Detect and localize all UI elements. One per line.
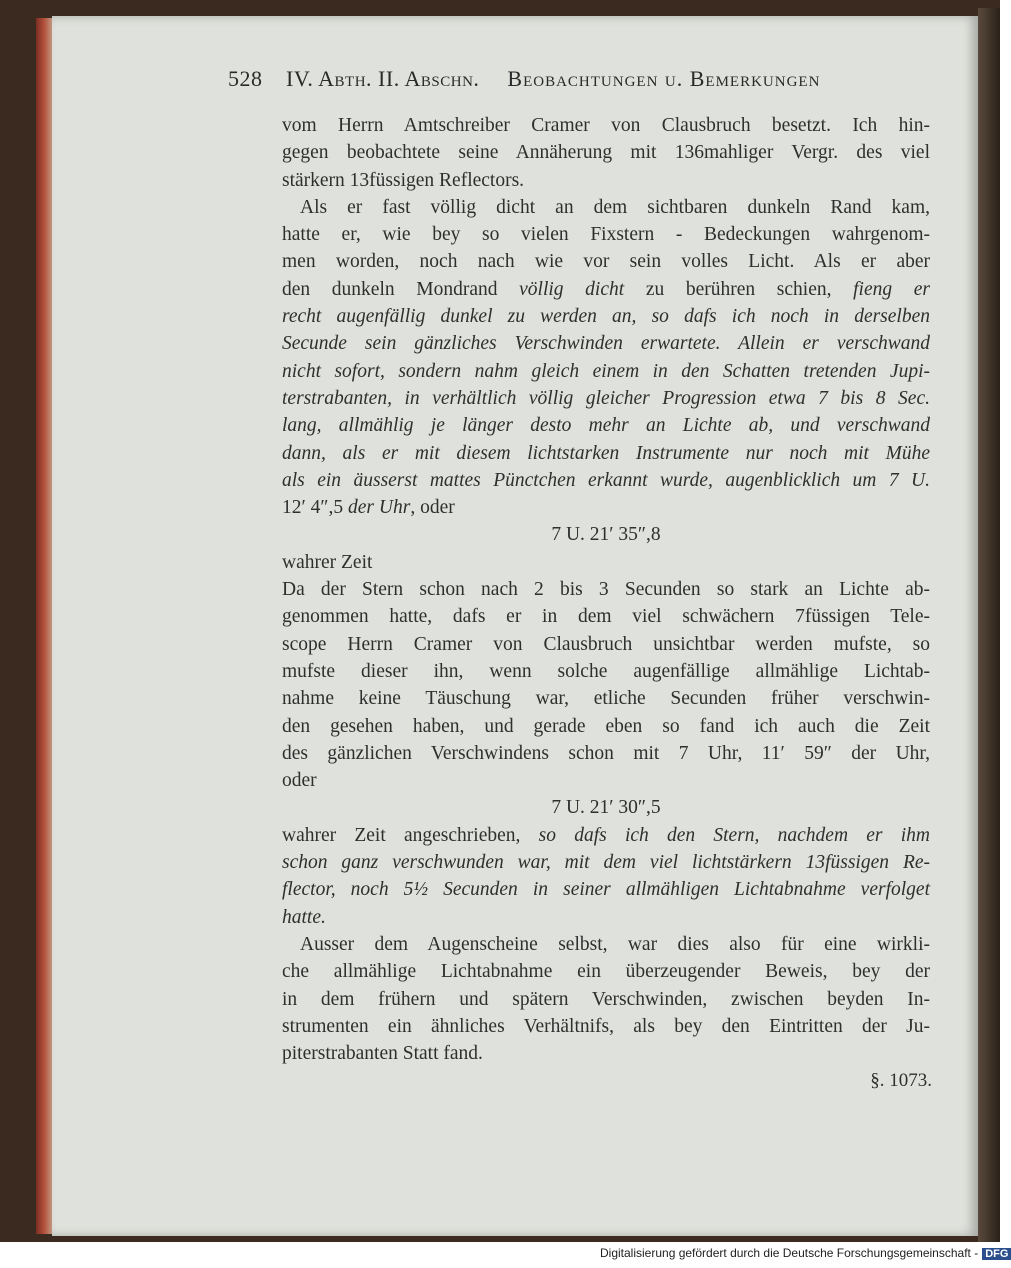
text-line: scope Herrn Cramer von Clausbruch unsichtbar werden mufste, so <box>282 633 930 655</box>
section-label: IV. Abth. II. Abschn. <box>286 66 480 91</box>
book-spine-shadow <box>978 8 1000 1242</box>
text-line: piterstrabanten Statt fand. <box>282 1043 483 1065</box>
text-line: gegen beobachtete seine Annäherung mit 136mahliger Vergr. des viel <box>282 142 930 164</box>
text-line: 7 U. 21′ 30″,5 <box>551 797 661 819</box>
text-line: vom Herrn Amtschreiber Cramer von Clausbruch besetzt. Ich hin- <box>282 115 930 136</box>
text-line: schon ganz verschwunden war, mit dem viel lichtstärkern 13füssigen Re- <box>282 852 930 874</box>
text-line: recht augenfällig dunkel zu werden an, so dafs ich noch in derselben <box>282 306 930 328</box>
text-line: wahrer Zeit angeschrieben, so dafs ich den Stern, nachdem er ihm <box>282 824 931 846</box>
text-line: dann, als er mit diesem lichtstarken Instrumente nur noch mit Mühe <box>282 442 930 464</box>
text-line: lang, allmählig je länger desto mehr an Lichte ab, und verschwand <box>282 415 930 437</box>
body-text <box>282 112 930 1067</box>
text-line: 7 U. 21′ 35″,8 <box>551 524 661 546</box>
text-line: den dunkeln Mondrand völlig dicht zu berühren schien, fieng er <box>282 278 931 300</box>
text-line: flector, noch 5½ Secunden in seiner allmähligen Lichtabnahme verfolget <box>282 879 930 901</box>
running-header <box>228 66 928 92</box>
text-line: als ein äusserst mattes Pünctchen erkannt wurde, augenblicklich um 7 U. <box>282 469 930 491</box>
text-line: genommen hatte, dafs er in dem viel schwächern 7füssigen Tele- <box>282 606 930 628</box>
text-line: mufste dieser ihn, wenn solche augenfällige allmählige Lichtab- <box>282 660 930 682</box>
text-line: Da der Stern schon nach 2 bis 3 Secunden so stark an Lichte ab- <box>282 579 930 601</box>
text-line: nicht sofort, sondern nahm gleich einem in den Schatten tretenden Jupi- <box>282 360 930 382</box>
text-line: hatte. <box>282 906 326 928</box>
text-line: Ausser dem Augenscheine selbst, war dies also für eine wirkli- <box>300 933 930 955</box>
text-line: che allmählige Lichtabnahme ein überzeugender Beweis, bey der <box>282 961 930 983</box>
text-line: den gesehen haben, und gerade eben so fand ich auch die Zeit <box>282 715 930 737</box>
text-line: 12′ 4″,5 der Uhr, oder <box>282 497 455 519</box>
text-line: in dem frühern und spätern Verschwinden, zwischen beyden In- <box>282 988 930 1010</box>
text-line: des gänzlichen Verschwindens schon mit 7 Uhr, 11′ 59″ der Uhr, <box>282 742 930 764</box>
text-line: hatte er, wie bey so vielen Fixstern - Bedeckungen wahrgenom- <box>282 224 930 246</box>
funding-text: Digitalisierung gefördert durch die Deutsche Forschungsgemeinschaft - <box>600 1246 979 1260</box>
text-line: wahrer Zeit <box>282 551 373 573</box>
text-line: men worden, noch nach wie vor sein volles Licht. Als er aber <box>282 251 930 273</box>
text-line: Als er fast völlig dicht an dem sichtbaren dunkeln Rand kam, <box>300 196 930 218</box>
text-line: nahme keine Täuschung war, etliche Secunden früher verschwin- <box>282 688 930 710</box>
text-line: terstrabanten, in verhältlich völlig gleicher Progression etwa 7 bis 8 Sec. <box>282 387 930 409</box>
page-number: 528 <box>228 66 263 91</box>
text-line: Secunde sein gänzliches Verschwinden erwartete. Allein er verschwand <box>282 333 930 355</box>
funding-banner <box>600 1246 1009 1264</box>
dfg-logo: DFG <box>982 1248 1011 1260</box>
catchword: §. 1073. <box>870 1070 932 1091</box>
text-line: strumenten ein ähnliches Verhältnifs, als bey den Eintritten der Ju- <box>282 1015 930 1037</box>
text-line: oder <box>282 770 317 792</box>
running-title: Beobachtungen u. Bemerkungen <box>507 66 821 91</box>
text-line: stärkern 13füssigen Reflectors. <box>282 169 525 191</box>
